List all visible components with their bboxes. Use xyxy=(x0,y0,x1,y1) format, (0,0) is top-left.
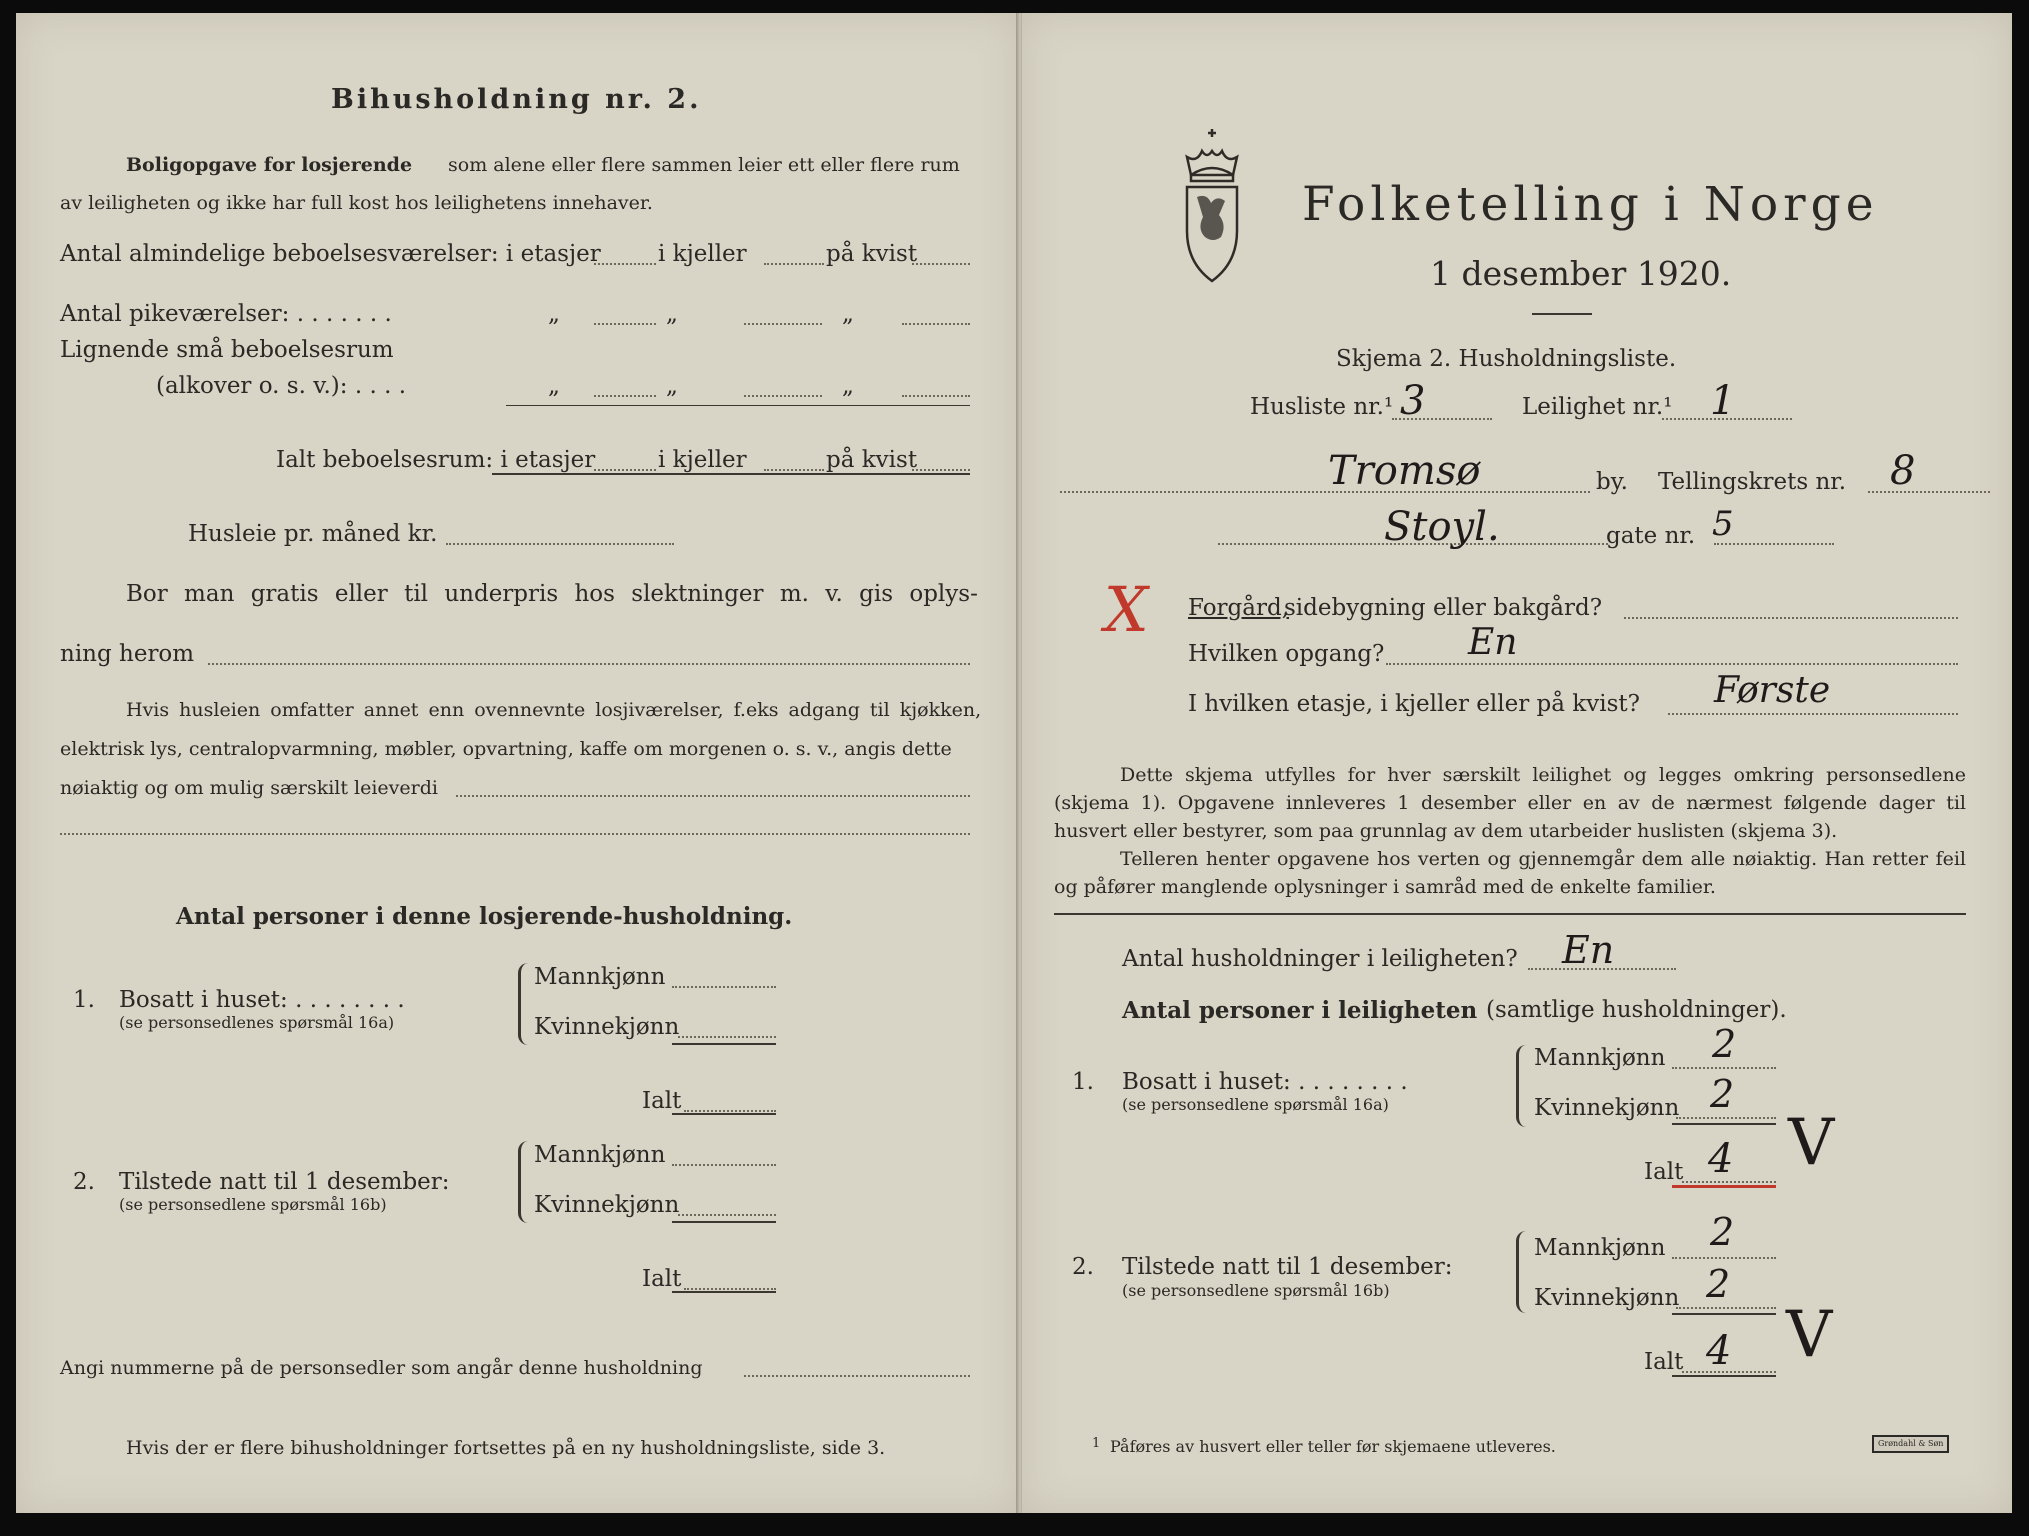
q2-male-label: Mannkjønn xyxy=(534,1142,666,1168)
small-rooms-label-2: (alkover o. s. v.): . . . . xyxy=(156,373,407,399)
entrance-value: En xyxy=(1468,622,1518,663)
q1-female-label: Kvinnekjønn xyxy=(1534,1095,1680,1121)
intro-line2: av leiligheten og ikke har full kost hos leilighetens innehaver. xyxy=(60,192,653,214)
q2-male-value: 2 xyxy=(1710,1210,1735,1254)
brace xyxy=(518,1141,531,1223)
rooms-label: Antal almindelige beboelsesværelser: i etasjer xyxy=(60,241,601,267)
rent-field[interactable] xyxy=(446,543,674,545)
floor-label: I hvilken etasje, i kjeller eller på kvist? xyxy=(1188,691,1640,717)
ditto-mark: „ xyxy=(548,373,560,399)
brace xyxy=(1516,1231,1529,1313)
census-date: 1 desember 1920. xyxy=(1430,254,1732,293)
district-field[interactable] xyxy=(1868,491,1990,493)
yard-label-rest: sidebygning eller bakgård? xyxy=(1284,595,1603,621)
q2-female-value: 2 xyxy=(1706,1262,1731,1306)
census-title: Folketelling i Norge xyxy=(1302,177,1879,232)
house-list-value: 3 xyxy=(1400,378,1426,424)
q2-female-field[interactable] xyxy=(678,1214,776,1216)
q1-total-value: 4 xyxy=(1708,1136,1734,1182)
q2-male-label: Mannkjønn xyxy=(1534,1235,1666,1261)
street-value: Stoyl. xyxy=(1384,504,1500,550)
maid-attic-field[interactable] xyxy=(902,323,970,325)
incl-field[interactable] xyxy=(456,795,970,797)
rent-label: Husleie pr. måned kr. xyxy=(188,521,438,547)
coat-of-arms-icon xyxy=(1177,125,1247,287)
q1-female-field[interactable] xyxy=(678,1036,776,1038)
footnote: Påføres av husvert eller teller før skjemaene utleveres. xyxy=(1110,1437,1556,1456)
intro-rest: som alene eller flere sammen leier ett eller flere rum xyxy=(448,154,960,176)
persons-heading-rest: (samtlige husholdninger). xyxy=(1486,997,1787,1023)
street-label: gate nr. xyxy=(1606,523,1696,549)
q2-total-label: Ialt xyxy=(642,1266,682,1292)
q2-total-value: 4 xyxy=(1706,1328,1732,1374)
total-cellar-field[interactable] xyxy=(764,469,824,471)
q1-label: Bosatt i huset: . . . . . . . . xyxy=(1122,1069,1408,1095)
ditto-mark: „ xyxy=(666,373,678,399)
incl-line-1: Hvis husleien omfatter annet enn ovennevnte losjiværelser, f.eks adgang til kjøkken, xyxy=(126,699,982,721)
district-label: Tellingskrets nr. xyxy=(1658,469,1847,495)
q2-female-field[interactable] xyxy=(1676,1307,1776,1309)
q2-total-rule xyxy=(1672,1375,1776,1377)
house-list-label: Husliste nr.¹ xyxy=(1250,394,1394,420)
q2-label: Tilstede natt til 1 desember: xyxy=(119,1169,450,1195)
right-page xyxy=(1022,13,2012,1513)
rooms-attic-label: på kvist xyxy=(826,241,918,267)
rooms-floors-field[interactable] xyxy=(594,263,656,265)
incl-line-3: nøiaktig og om mulig særskilt leieverdi xyxy=(60,777,438,799)
q2-sum-rule xyxy=(1672,1313,1776,1315)
q2-male-field[interactable] xyxy=(672,1164,776,1166)
entrance-label: Hvilken opgang? xyxy=(1188,641,1385,667)
maid-rooms-label: Antal pikeværelser: . . . . . . . xyxy=(60,301,392,327)
q1-sum-rule xyxy=(672,1043,776,1045)
instructions-2: Telleren henter opgavene hos verten og gjennemgår dem alle nøiaktig. Han retter feil og påfører manglende oplysninger i samråd med de enkelte familier. xyxy=(1054,848,1966,898)
section-rule xyxy=(1054,913,1966,915)
q1-total-label: Ialt xyxy=(642,1088,682,1114)
small-cellar-field[interactable] xyxy=(744,395,822,397)
total-attic-label: på kvist xyxy=(826,447,918,473)
free-field[interactable] xyxy=(208,663,970,665)
brace xyxy=(1516,1045,1529,1127)
incl-field-2[interactable] xyxy=(60,833,970,835)
q2-number: 2. xyxy=(73,1169,95,1195)
free-line-1: Bor man gratis eller til underpris hos slektninger m. v. gis oplys- xyxy=(126,581,978,607)
city-field[interactable] xyxy=(1060,491,1590,493)
total-rooms-label: Ialt beboelsesrum: i etasjer xyxy=(276,447,596,473)
q1-female-field[interactable] xyxy=(1676,1117,1776,1119)
q2-sub: (se personsedlene spørsmål 16b) xyxy=(1122,1281,1390,1300)
q1-label: Bosatt i huset: . . . . . . . . xyxy=(119,987,405,1013)
q1-total-rule xyxy=(672,1113,776,1115)
printer-stamp: Grøndahl & Søn xyxy=(1872,1435,1949,1453)
rooms-attic-field[interactable] xyxy=(912,263,970,265)
title-divider xyxy=(1532,313,1592,315)
incl-line-2: elektrisk lys, centralopvarmning, møbler, opvartning, kaffe om morgenen o. s. v., angis dette xyxy=(60,738,952,760)
q1-sub: (se personsedlenes spørsmål 16a) xyxy=(119,1013,395,1032)
q2-female-label: Kvinnekjønn xyxy=(534,1192,680,1218)
q1-total-label: Ialt xyxy=(1644,1159,1684,1185)
q1-male-field[interactable] xyxy=(672,986,776,988)
q2-sub: (se personsedlene spørsmål 16b) xyxy=(119,1195,387,1214)
yard-field[interactable] xyxy=(1624,617,1958,619)
small-floors-field[interactable] xyxy=(594,395,656,397)
ditto-mark: „ xyxy=(666,301,678,327)
households-value: En xyxy=(1562,928,1615,972)
intro-bold: Boligopgave for losjerende xyxy=(126,154,413,176)
q1-total-field[interactable] xyxy=(684,1110,776,1112)
sum-rule xyxy=(506,405,970,406)
total-cellar-label: i kjeller xyxy=(658,447,747,473)
q2-sum-rule xyxy=(672,1221,776,1223)
ditto-mark: „ xyxy=(548,301,560,327)
households-label: Antal husholdninger i leiligheten? xyxy=(1122,946,1518,972)
floor-value: Første xyxy=(1714,670,1831,711)
rooms-cellar-field[interactable] xyxy=(764,263,824,265)
ditto-mark: „ xyxy=(842,373,854,399)
q1-sum-rule xyxy=(1672,1123,1776,1125)
ditto-mark: „ xyxy=(842,301,854,327)
numbers-label: Angi nummerne på de personsedler som angår denne husholdning xyxy=(60,1357,703,1379)
apartment-label: Leilighet nr.¹ xyxy=(1522,394,1673,420)
left-footer: Hvis der er flere bihusholdninger fortsettes på en ny husholdningsliste, side 3. xyxy=(126,1437,886,1459)
city-value: Tromsø xyxy=(1328,448,1481,494)
maid-floors-field[interactable] xyxy=(594,323,656,325)
q2-check-mark: V xyxy=(1786,1298,1833,1372)
footnote-mark: 1 xyxy=(1092,1436,1101,1451)
numbers-field[interactable] xyxy=(744,1375,970,1377)
left-title: Bihusholdning nr. 2. xyxy=(331,84,702,115)
q1-sub: (se personsedlene spørsmål 16a) xyxy=(1122,1095,1389,1114)
free-line-2: ning herom xyxy=(60,641,195,667)
total-rule xyxy=(492,473,970,475)
q2-number: 2. xyxy=(1072,1254,1094,1280)
q1-total-red-rule xyxy=(1672,1185,1776,1188)
maid-cellar-field[interactable] xyxy=(744,323,822,325)
total-attic-field[interactable] xyxy=(912,469,970,471)
yard-label-forgard: Forgård, xyxy=(1188,595,1290,621)
q2-total-label: Ialt xyxy=(1644,1349,1684,1375)
q1-check-mark: V xyxy=(1788,1106,1835,1180)
q1-number: 1. xyxy=(1072,1069,1094,1095)
brace xyxy=(518,963,531,1045)
district-value: 8 xyxy=(1890,448,1916,494)
small-rooms-label-1: Lignende små beboelsesrum xyxy=(60,337,394,363)
left-page xyxy=(16,13,1018,1513)
q2-label: Tilstede natt til 1 desember: xyxy=(1122,1254,1453,1280)
rooms-cellar-label: i kjeller xyxy=(658,241,747,267)
q2-total-rule xyxy=(672,1291,776,1293)
street-number: 5 xyxy=(1712,504,1734,544)
city-suffix: by. xyxy=(1596,469,1628,495)
q1-male-field[interactable] xyxy=(1672,1067,1776,1069)
small-attic-field[interactable] xyxy=(902,395,970,397)
q2-total-field[interactable] xyxy=(684,1288,776,1290)
q1-female-value: 2 xyxy=(1710,1072,1735,1116)
q1-male-label: Mannkjønn xyxy=(1534,1045,1666,1071)
total-floors-field[interactable] xyxy=(594,469,656,471)
persons-heading-bold: Antal personer i leiligheten xyxy=(1122,997,1478,1024)
q2-female-label: Kvinnekjønn xyxy=(1534,1285,1680,1311)
red-x-mark: X xyxy=(1097,573,1155,646)
persons-heading: Antal personer i denne losjerende-husholdning. xyxy=(176,903,793,930)
floor-field[interactable] xyxy=(1668,713,1958,715)
q1-female-label: Kvinnekjønn xyxy=(534,1014,680,1040)
entrance-field[interactable] xyxy=(1386,663,1958,665)
q1-male-value: 2 xyxy=(1712,1022,1737,1066)
apartment-value: 1 xyxy=(1710,378,1736,424)
schema-label: Skjema 2. Husholdningsliste. xyxy=(1336,346,1677,372)
q2-male-field[interactable] xyxy=(1672,1257,1776,1259)
q1-male-label: Mannkjønn xyxy=(534,964,666,990)
instructions-1: Dette skjema utfylles for hver særskilt leilighet og legges omkring personsedlene (skjema 1). Opgavene innleveres 1 desember eller en av de nærmest følgende dager til husvert eller bestyrer, som paa grunnlag av dem utarbeider huslisten (skjema 3). xyxy=(1054,764,1966,842)
q1-number: 1. xyxy=(73,987,95,1013)
